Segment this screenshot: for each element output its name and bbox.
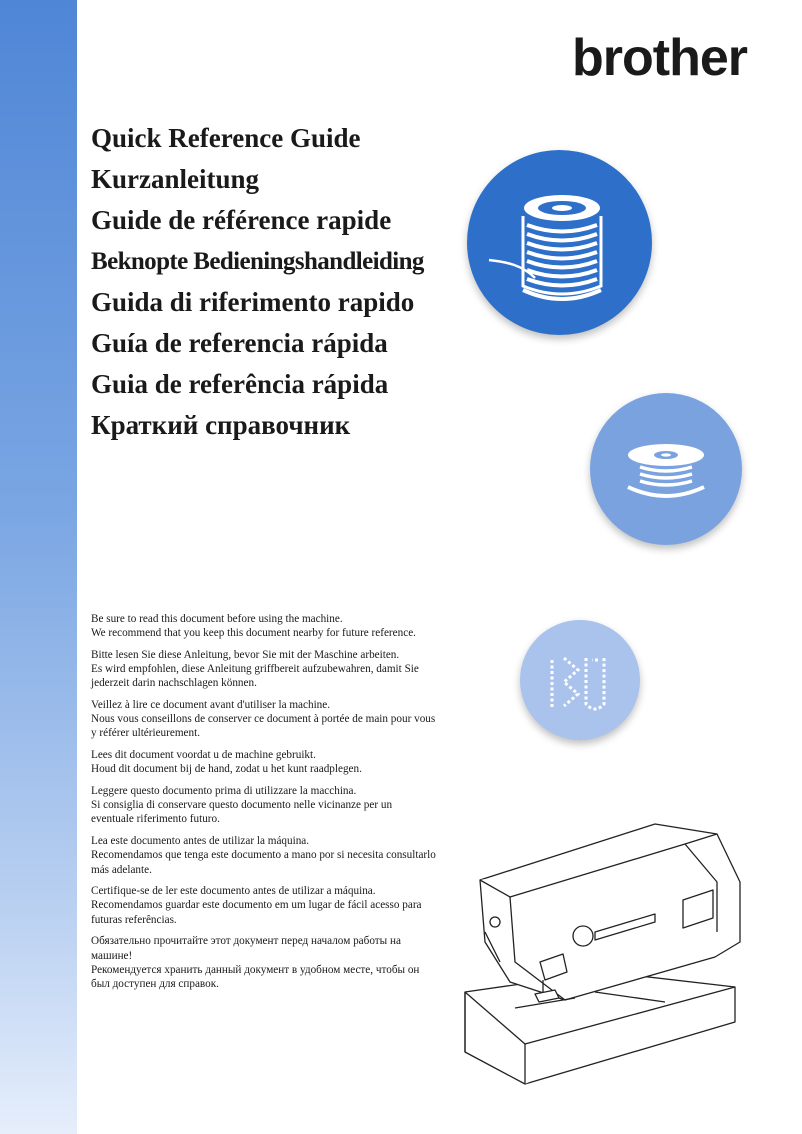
- thread-spool-icon: [467, 150, 652, 335]
- bobbin-icon: [590, 393, 742, 545]
- title-ru: Краткий справочник: [91, 410, 351, 440]
- note-de: Bitte lesen Sie diese Anleitung, bevor Sie mit der Maschine arbeiten. Es wird empfohlen, diese Anleitung griffbereit aufzubewahren, damit Sie jederzeit darin nachschlagen können.: [91, 648, 419, 690]
- title-en: Quick Reference Guide: [91, 123, 361, 153]
- brother-logo: brother: [572, 29, 747, 87]
- note-pt: Certifique-se de ler este documento antes de utilizar a máquina. Recomendamos guardar este documento em um lugar de fácil acesso para futuras referências.: [91, 885, 422, 926]
- note-es: Lea este documento antes de utilizar la máquina. Recomendamos que tenga este documento a mano por si necesita consultarlo más adelante.: [91, 835, 436, 876]
- title-es: Guía de referencia rápida: [91, 328, 388, 358]
- note-ru: Обязательно прочитайте этот документ перед началом работы на машине! Рекомендуется хранить данный документ в удобном месте, чтобы он был доступен для справок.: [91, 935, 420, 990]
- note-en: Be sure to read this document before using the machine. We recommend that you keep this document nearby for future reference.: [91, 613, 416, 640]
- title-block: [91, 118, 491, 446]
- title-fr: Guide de référence rapide: [91, 205, 392, 235]
- note-fr: Veillez à lire ce document avant d'utiliser la machine. Nous vous conseillons de conserver ce document à portée de main pour vous y référer ultérieurement.: [91, 699, 436, 740]
- title-it: Guida di riferimento rapido: [91, 287, 415, 317]
- side-color-band: [0, 0, 77, 1134]
- sewing-machine-illustration: [455, 822, 755, 1107]
- note-it: Leggere questo documento prima di utilizzare la macchina. Si consiglia di conservare questo documento nelle vicinanze per un eventuale riferimento futuro.: [91, 785, 393, 826]
- stitch-pattern-icon: [520, 620, 640, 740]
- title-nl: Beknopte Bedieningshandleiding: [91, 248, 424, 275]
- title-de: Kurzanleitung: [91, 164, 260, 194]
- usage-notes: [91, 612, 436, 999]
- note-nl: Lees dit document voordat u de machine gebruikt. Houd dit document bij de hand, zodat u het kunt raadplegen.: [91, 749, 362, 776]
- title-pt: Guia de referência rápida: [91, 369, 389, 399]
